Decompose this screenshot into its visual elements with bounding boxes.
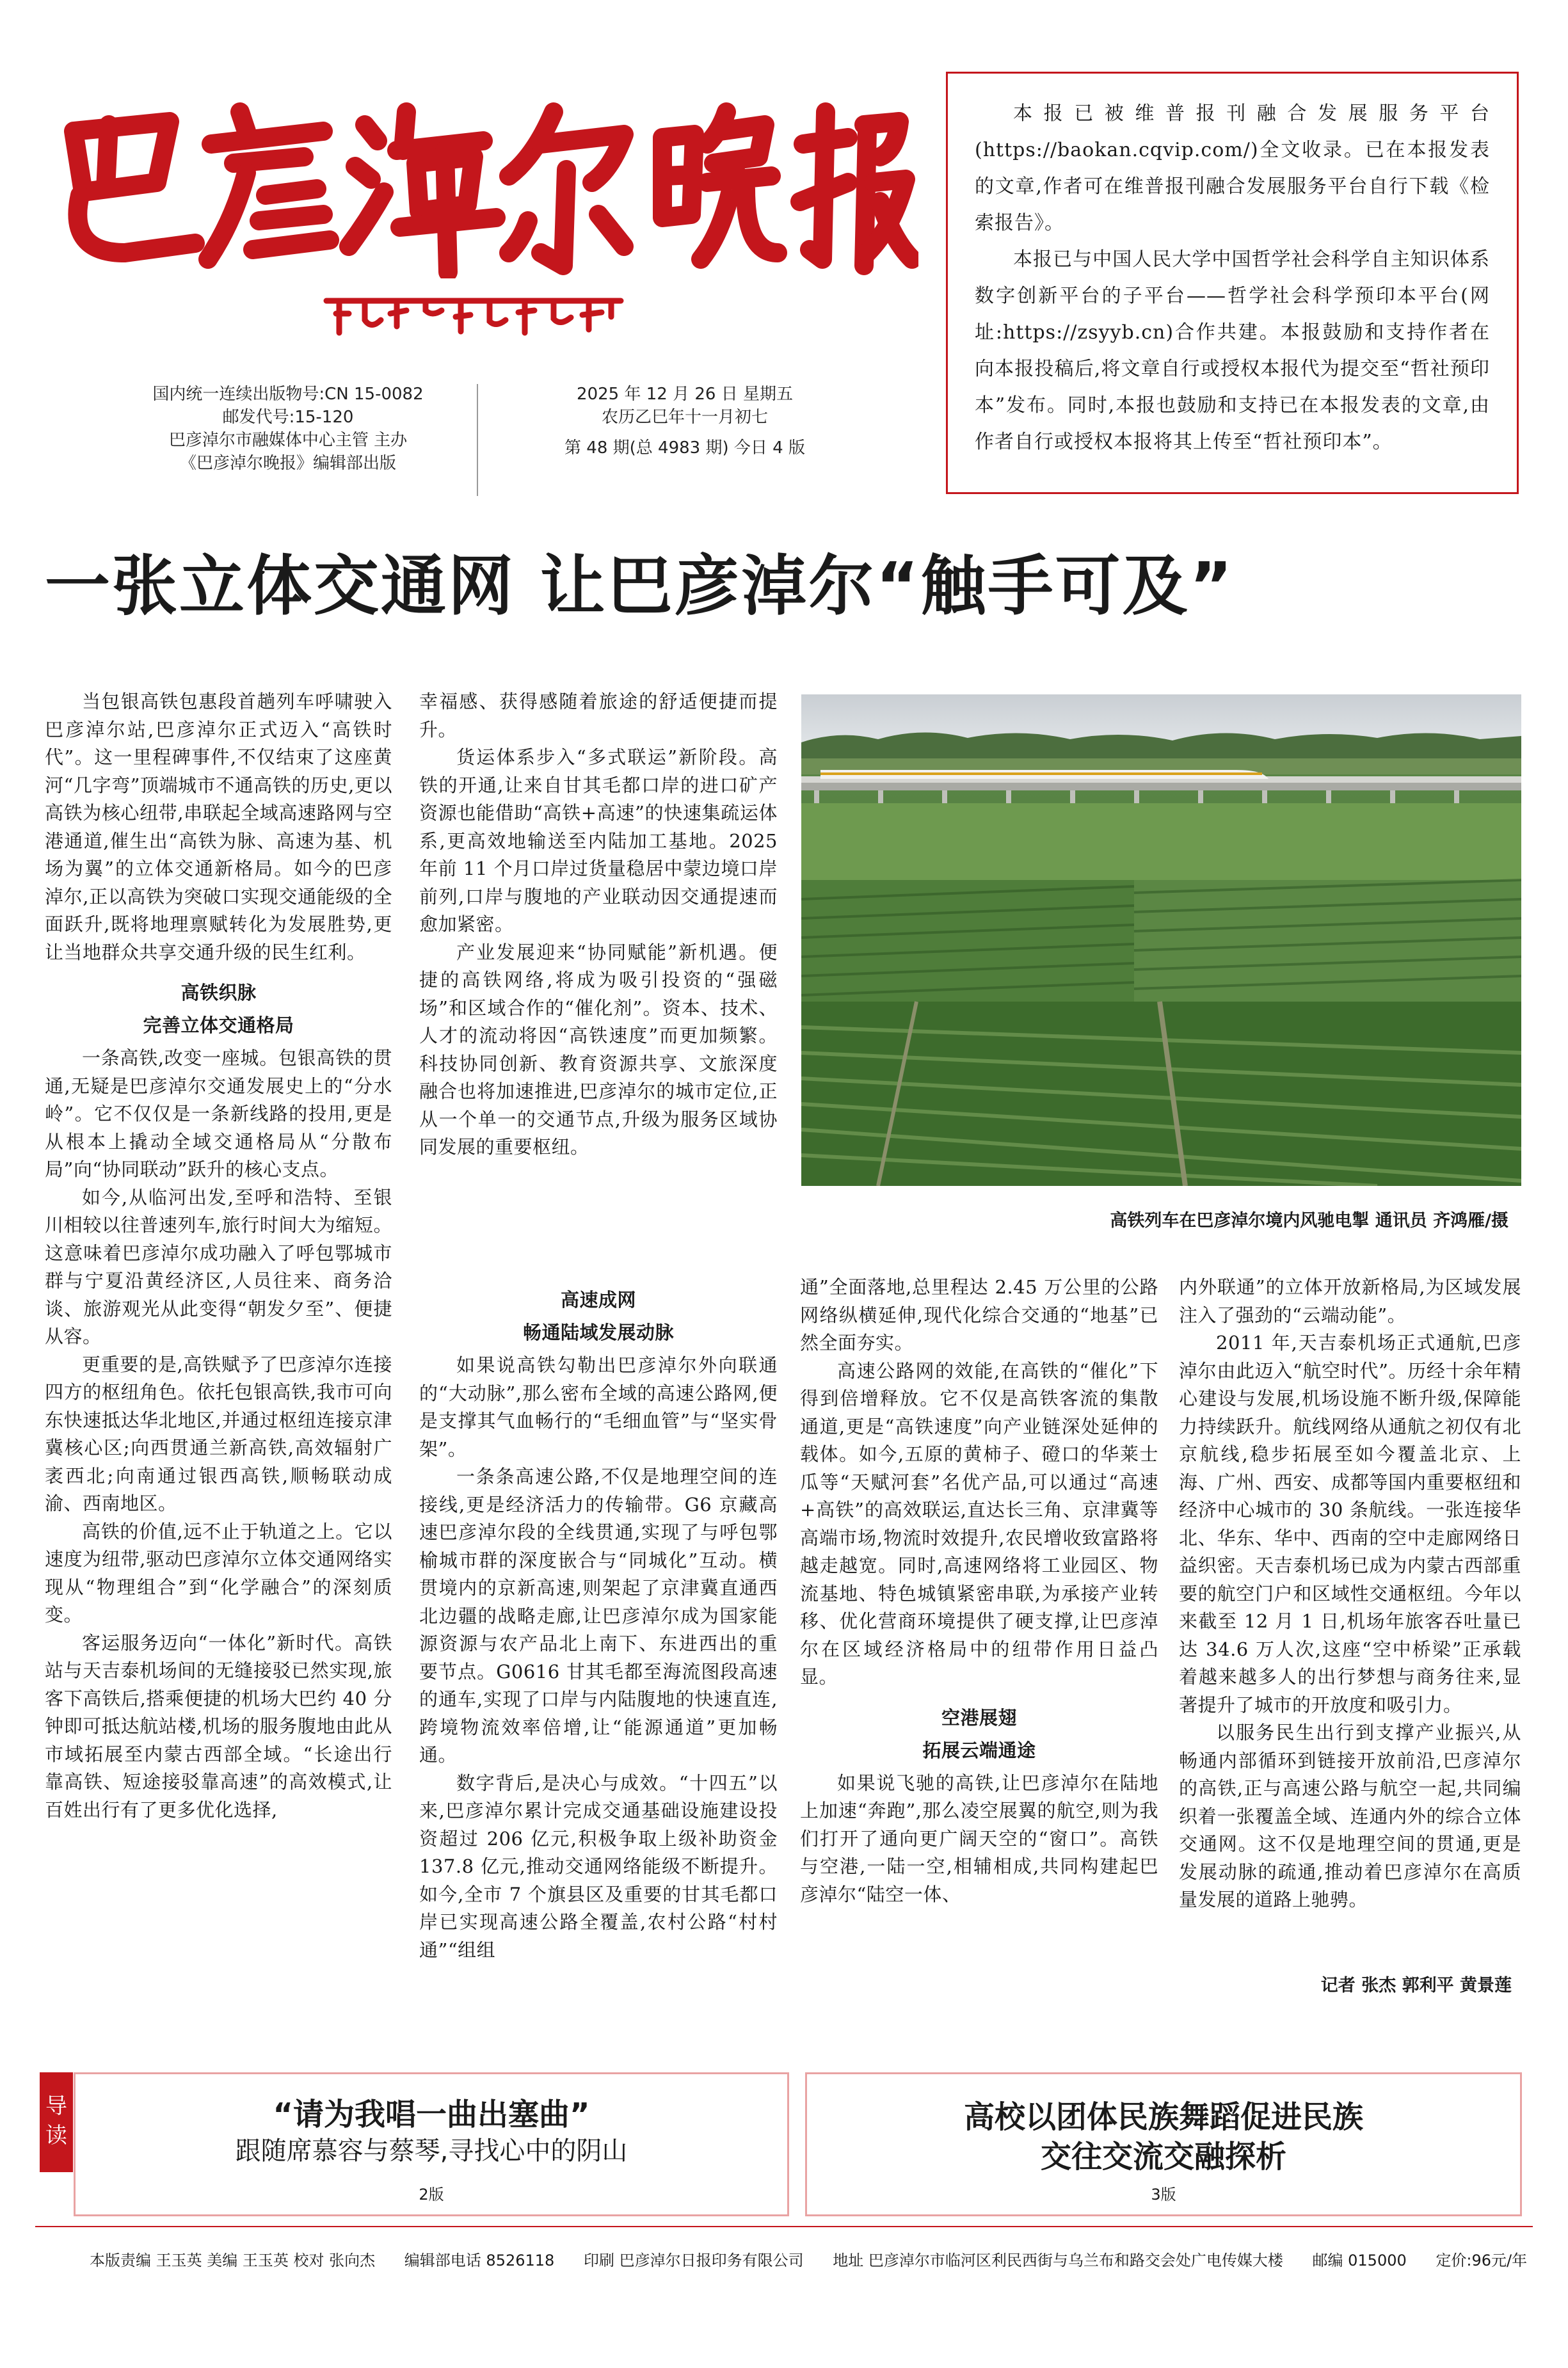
footer-editors: 本版责编 王玉英 美编 王玉英 校对 张向杰: [90, 2252, 376, 2269]
article-paragraph: 幸福感、获得感随着旅途的舒适便捷而提升。: [419, 691, 778, 740]
footer-phone: 编辑部电话 8526118: [404, 2252, 555, 2269]
article-paragraph: 2011 年,天吉泰机场正式通航,巴彦淖尔由此迈入“航空时代”。历经十余年精心建设与发展,机场设施不断升级,保障能力持续跃升。航线网络从通航之初仅有北京航线,稳步拓展至如今覆盖北京、上海、广州、西安、成都等国内重要枢纽和经济中心城市的 30 条航线。一张连接华北、华东、华中、西南的空中走廊网络日益织密。天吉泰机场已成为内蒙古西部重要的航空门户和区域性交通枢纽。今年以来截至 12 月 1 日,机场年旅客吞吐量已达 34.6 万人次,这座“空中桥梁”正承载着越来越多人的出行梦想与商务往来,显著提升了城市的开放度和吸引力。: [1179, 1332, 1521, 1716]
footer-postcode: 邮编 015000: [1312, 2252, 1407, 2269]
guide-title-2-line-2: 交往交流交融探析: [1040, 2139, 1286, 2175]
article-paragraph: 如今,从临河出发,至呼和浩特、至银川相较以往普速列车,旅行时间大为缩短。这意味着巴彦淖尔成功融入了呼包鄂城市群与宁夏沿黄经济区,人员往来、商务洽谈、旅游观光从此变得“朝发夕至”、便捷从容。: [45, 1186, 392, 1347]
article-column-3: [800, 1274, 1158, 1908]
article-column-2-lower: [419, 1274, 778, 1964]
notice-box: [946, 72, 1519, 494]
notice-paragraph: 本报已与中国人民大学中国哲学社会科学自主知识体系数字创新平台的子平台——哲学社会科学预印本平台(网址:https://zsyyb.cn)合作共建。本报鼓励和支持作者在向本报投稿后,将文章自行或授权本报代为提交至“哲社预印本”发布。同时,本报也鼓励和支持已在本报发表的文章,由作者自行或授权本报将其上传至“哲社预印本”。: [975, 248, 1490, 453]
article-paragraph: 客运服务迈向“一体化”新时代。高铁站与天吉泰机场间的无缝接驳已然实现,旅客下高铁后,搭乘便捷的机场大巴约 40 分钟即可抵达航站楼,机场的服务腹地由此从市域拓展至内蒙古西部全域。“长途出行靠高铁、短途接驳靠高速”的高效模式,让百姓出行有了更多优化选择,: [45, 1631, 392, 1821]
article-paragraph: 如果说高铁勾勒出巴彦淖尔外向联通的“大动脉”,那么密布全域的高速公路网,便是支撑其气血畅行的“毛细血管”与“坚实骨架”。: [419, 1354, 778, 1460]
footer-address: 地址 巴彦淖尔市临河区利民西街与乌兰布和路交会处广电传媒大楼: [833, 2252, 1283, 2269]
guide-title-2-line-1: 高校以团体民族舞蹈促进民族: [963, 2099, 1363, 2135]
lunar-date-line: 农历乙巳年十一月初七: [601, 408, 768, 427]
article-paragraph: 一条高铁,改变一座城。包银高铁的贯通,无疑是巴彦淖尔交通发展史上的“分水岭”。它不仅仅是一条新线路的投用,更是从根本上撬动全域交通格局从“分散布局”向“协同联动”跃升的核心支点。: [45, 1047, 392, 1180]
issue-line: 第 48 期(总 4983 期) 今日 4 版: [564, 438, 805, 458]
guide-subtitle-1: 跟随席慕容与蔡琴,寻找心中的阴山: [235, 2136, 628, 2166]
section-subheading: 畅通陆域发展动脉: [522, 1322, 674, 1343]
guide-page-2: 3版: [1151, 2186, 1176, 2204]
article-paragraph: 通”全面落地,总里程达 2.45 万公里的公路网络纵横延伸,现代化综合交通的“地基”已然全面夯实。: [800, 1276, 1158, 1354]
sponsor-line: 巴彦淖尔市融媒体中心主管 主办: [168, 431, 408, 450]
article-paragraph: 货运体系步入“多式联运”新阶段。高铁的开通,让来自甘其毛都口岸的进口矿产资源也能借助“高铁+高速”的快速集疏运体系,更高效地输送至内陆加工基地。2025 年前 11 个月口岸过货量稳居中蒙边境口岸前列,口岸与腹地的产业联动因交通提速而愈加紧密。: [419, 746, 778, 935]
article-paragraph: 如果说飞驰的高铁,让巴彦淖尔在陆地上加速“奔跑”,那么凌空展翼的航空,则为我们打开了通向更广阔天空的“窗口”。高铁与空港,一陆一空,相辅相成,共同构建起巴彦淖尔“陆空一体、: [800, 1772, 1158, 1905]
page-headline: 一张立体交通网 让巴彦淖尔“触手可及”: [45, 548, 1235, 625]
article-paragraph: 当包银高铁包惠段首趟列车呼啸驶入巴彦淖尔站,巴彦淖尔正式迈入“高铁时代”。这一里程碑事件,不仅结束了这座黄河“几字弯”顶端城市不通高铁的历史,更以高铁为核心纽带,串联起全域高速路网与空港通道,催生出“高铁为脉、高速为基、机场为翼”的立体交通新格局。如今的巴彦淖尔,正以高铁为突破口实现交通能级的全面跃升,既将地理禀赋转化为发展胜势,更让当地群众共享交通升级的民生红利。: [45, 691, 392, 963]
guide-title-2: [807, 2097, 1520, 2177]
masthead-logo: [48, 61, 918, 278]
section-subheading: 空港展翅: [941, 1706, 1017, 1729]
section-subheading: 拓展云端通途: [922, 1739, 1036, 1761]
notice-paragraph: 本报已被维普报刊融合发展服务平台(https://baokan.cqvip.com/)全文收录。已在本报发表的文章,作者可在维普报刊融合发展服务平台自行下载《检索报告》。: [975, 102, 1490, 234]
section-subheading: 完善立体交通格局: [143, 1014, 294, 1036]
article-column-2: [419, 688, 778, 1162]
article-paragraph: 内外联通”的立体开放新格局,为区域发展注入了强劲的“云端动能”。: [1179, 1276, 1521, 1326]
article-paragraph: 数字背后,是决心与成效。“十四五”以来,巴彦淖尔累计完成交通基础设施建设投资超过 206 亿元,积极争取上级补助资金 137.8 亿元,推动交通网络能级不断提升。如今,全市 7 个旗县区及重要的甘其毛都口岸已实现高速公路全覆盖,农村公路“村村通”“组组: [419, 1772, 778, 1961]
postal-code-line: 邮发代号:15-120: [222, 408, 354, 427]
train-photo: [801, 694, 1521, 1186]
photo-caption: 高铁列车在巴彦淖尔境内风驰电掣 通讯员 齐鸿雁/摄: [1110, 1211, 1508, 1231]
section-subheading: 高速成网: [560, 1289, 636, 1311]
footer: [90, 2248, 1530, 2270]
article-paragraph: 一条条高速公路,不仅是地理空间的连接线,更是经济活力的传输带。G6 京藏高速巴彦淖尔段的全线贯通,实现了与呼包鄂榆城市群的深度嵌合与“同城化”互动。横贯境内的京新高速,则架起了京津冀直通西北边疆的战略走廊,让巴彦淖尔成为国家能源资源与农产品北上南下、东进西出的重要节点。G0616 甘其毛都至海流图段高速的通车,实现了口岸与内陆腹地的快速直连,跨境物流效率倍增,让“能源通道”更加畅通。: [419, 1466, 778, 1766]
footer-rule: [35, 2226, 1533, 2227]
issn-line: 国内统一连续出版物号:CN 15-0082: [152, 385, 424, 404]
guide-page-1: 2版: [419, 2186, 444, 2204]
footer-price: 定价:96元/年: [1436, 2252, 1528, 2269]
article-column-4: [1179, 1274, 1521, 1914]
section-subheading: 高铁织脉: [180, 982, 257, 1004]
guide-box-1[interactable]: [74, 2072, 789, 2216]
date-line: 2025 年 12 月 26 日 星期五: [577, 385, 793, 404]
article-paragraph: 以服务民生出行到支撑产业振兴,从畅通内部循环到链接开放前沿,巴彦淖尔的高铁,正与高速公路与航空一起,共同编织着一张覆盖全域、连通内外的综合立体交通网。这不仅是地理空间的贯通,更是发展动脉的疏通,推动着巴彦淖尔在高质量发展的道路上驰骋。: [1179, 1722, 1521, 1910]
guide-tag: 导读: [40, 2072, 73, 2172]
article-paragraph: 高铁的价值,远不止于轨道之上。它以速度为纽带,驱动巴彦淖尔立体交通网络实现从“物理组合”到“化学融合”的深刻质变。: [45, 1520, 392, 1626]
publication-info-right: [512, 383, 858, 460]
publication-info-left: [96, 383, 480, 475]
article-column-1: [45, 688, 392, 1824]
article-byline: 记者 张杰 郭利平 黄景莲: [1320, 1976, 1512, 1996]
publisher-line: 《巴彦淖尔晚报》编辑部出版: [179, 454, 396, 473]
article-paragraph: 高速公路网的效能,在高铁的“催化”下得到倍增释放。它不仅是高铁客流的集散通道,更是“高铁速度”向产业链深处延伸的载体。如今,五原的黄柿子、磴口的华莱士瓜等“天赋河套”名优产品,可以通过“高速+高铁”的高效联运,直达长三角、京津冀等高端市场,物流时效提升,农民增收致富路将越走越宽。同时,高速网络将工业园区、物流基地、特色城镇紧密串联,为承接产业转移、优化营商环境提供了硬支撑,让巴彦淖尔在区域经济格局中的纽带作用日益凸显。: [800, 1359, 1158, 1688]
mongolian-script-logo: [320, 282, 627, 339]
masthead-divider: [477, 384, 478, 496]
guide-title-1: “请为我唱一曲出塞曲”: [273, 2097, 590, 2132]
guide-box-2[interactable]: [805, 2072, 1522, 2216]
article-paragraph: 产业发展迎来“协同赋能”新机遇。便捷的高铁网络,将成为吸引投资的“强磁场”和区域合作的“催化剂”。资本、技术、人才的流动将因“高铁速度”而更加频繁。科技协同创新、教育资源共享、文旅深度融合也将加速推进,巴彦淖尔的城市定位,正从一个单一的交通节点,升级为服务区域协同发展的重要枢纽。: [419, 941, 778, 1158]
article-paragraph: 更重要的是,高铁赋予了巴彦淖尔连接四方的枢纽角色。依托包银高铁,我市可向东快速抵达华北地区,并通过枢纽连接京津冀核心区;向西贯通兰新高铁,高效辐射广袤西北;向南通过银西高铁,顺畅联动成渝、西南地区。: [45, 1353, 392, 1514]
footer-printer: 印刷 巴彦淖尔日报印务有限公司: [583, 2252, 804, 2269]
